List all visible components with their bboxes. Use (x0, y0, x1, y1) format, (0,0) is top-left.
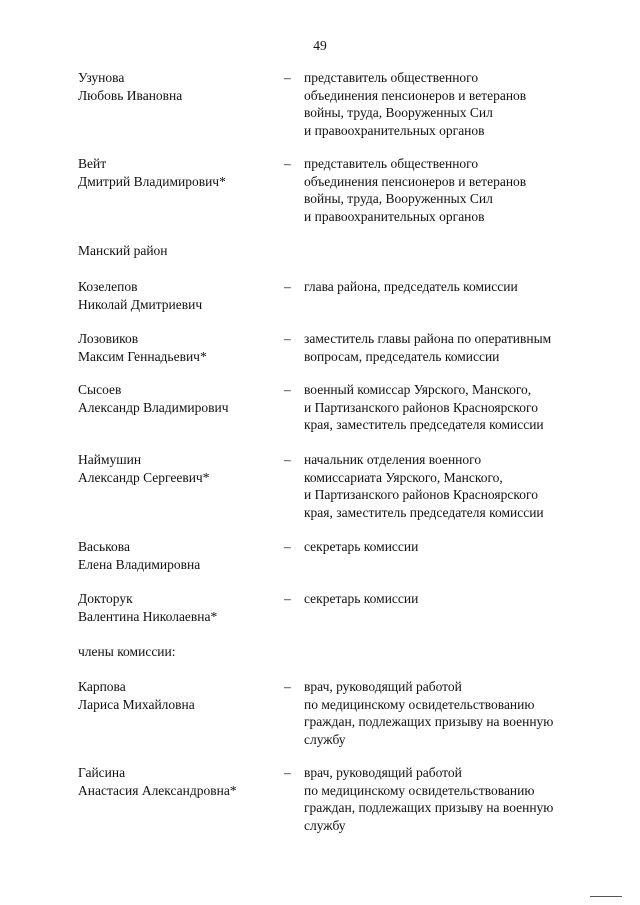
dash: – (284, 331, 291, 346)
role-line: войны, труда, Вооруженных Сил (304, 105, 493, 120)
person-role (304, 381, 604, 434)
role-line: и Партизанского районов Красноярского (304, 399, 538, 415)
given-names: Николай Дмитриевич (78, 296, 203, 312)
surname: Сысоев (78, 382, 122, 397)
surname: Наймушин (78, 452, 142, 467)
role-line: начальник отделения военного (304, 452, 482, 467)
surname: Козелепов (78, 279, 138, 294)
person-name (78, 381, 278, 416)
role-line: врач, руководящий работой (304, 679, 462, 694)
role-line: представитель общественного (304, 156, 479, 171)
given-names: Лариса Михайловна (78, 696, 195, 712)
person-name (78, 330, 278, 365)
role-line: глава района, председатель комиссии (304, 279, 518, 294)
surname: Узунова (78, 70, 125, 85)
role-line: заместитель главы района по оперативным (304, 331, 552, 346)
person-role (304, 538, 604, 556)
role-line: представитель общественного (304, 70, 479, 85)
role-line: секретарь комиссии (304, 539, 419, 554)
dash: – (284, 279, 291, 294)
person-role (304, 278, 604, 296)
person-role (304, 764, 604, 834)
surname: Карпова (78, 679, 126, 694)
role-line: службу (304, 731, 346, 747)
role-line: граждан, подлежащих призыву на военную (304, 714, 554, 729)
person-name (78, 678, 278, 713)
given-names: Александр Сергеевич* (78, 469, 210, 485)
role-line: вопросам, председатель комиссии (304, 348, 500, 364)
role-line: комиссариата Уярского, Манского, (304, 469, 503, 485)
role-line: по медицинскому освидетельствованию (304, 782, 535, 798)
role-line: врач, руководящий работой (304, 765, 462, 780)
given-names: Анастасия Александровна* (78, 782, 237, 798)
dash: – (284, 539, 291, 554)
role-line: службу (304, 817, 346, 833)
given-names: Валентина Николаевна* (78, 608, 218, 624)
surname: Лозовиков (78, 331, 139, 346)
members-heading: члены комиссии: (78, 644, 176, 659)
person-name (78, 590, 278, 625)
role-line: и правоохранительных органов (304, 122, 485, 138)
dash: – (284, 70, 291, 85)
person-role (304, 69, 604, 139)
dash: – (284, 679, 291, 694)
role-line: края, заместитель председателя комиссии (304, 504, 544, 520)
dash: – (284, 765, 291, 780)
person-name (78, 451, 278, 486)
dash: – (284, 382, 291, 397)
person-role (304, 451, 604, 521)
role-line: края, заместитель председателя комиссии (304, 417, 544, 432)
page-number: 49 (313, 38, 327, 53)
given-names: Максим Геннадьевич* (78, 348, 207, 364)
given-names: Любовь Ивановна (78, 87, 183, 103)
footer-rule (590, 896, 622, 897)
person-role (304, 590, 604, 608)
role-line: и правоохранительных органов (304, 208, 485, 224)
role-line: объединения пенсионеров и ветеранов (304, 173, 527, 189)
role-line: граждан, подлежащих призыву на военную (304, 800, 554, 815)
dash: – (284, 156, 291, 171)
dash: – (284, 452, 291, 467)
section-heading: Манский район (78, 243, 168, 258)
given-names: Елена Владимировна (78, 556, 201, 572)
dash: – (284, 591, 291, 606)
role-line: войны, труда, Вооруженных Сил (304, 191, 493, 206)
person-role (304, 155, 604, 225)
person-role (304, 678, 604, 748)
person-role (304, 330, 604, 365)
person-name (78, 278, 278, 313)
given-names: Дмитрий Владимирович* (78, 173, 226, 189)
surname: Гайсина (78, 765, 126, 780)
role-line: и Партизанского районов Красноярского (304, 487, 538, 502)
person-name (78, 155, 278, 190)
person-name (78, 538, 278, 573)
surname: Васькова (78, 539, 130, 554)
role-line: по медицинскому освидетельствованию (304, 696, 535, 712)
role-line: объединения пенсионеров и ветеранов (304, 87, 527, 103)
surname: Вейт (78, 156, 107, 171)
role-line: военный комиссар Уярского, Манского, (304, 382, 532, 397)
person-name (78, 764, 278, 799)
surname: Докторук (78, 591, 133, 606)
role-line: секретарь комиссии (304, 591, 419, 606)
given-names: Александр Владимирович (78, 399, 229, 415)
person-name (78, 69, 278, 104)
